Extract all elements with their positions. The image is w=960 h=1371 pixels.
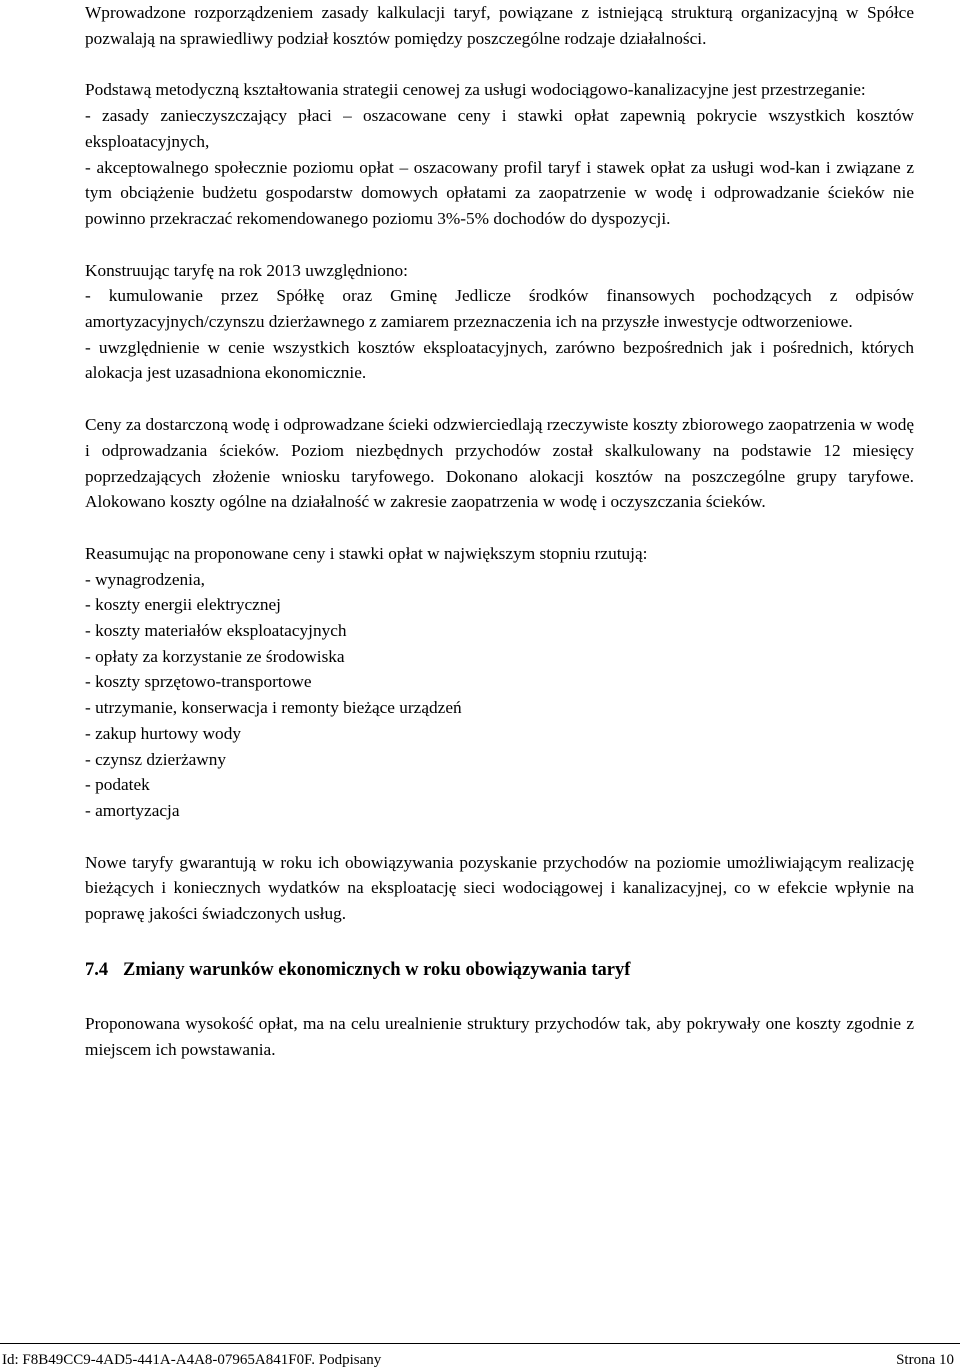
list-item: - koszty materiałów eksploatacyjnych (85, 621, 347, 641)
paragraph-proposal: Proponowana wysokość opłat, ma na celu urealnienie struktury przychodów tak, aby pokrywały one koszty zgodnie z miejscem ich powstawania. (85, 1013, 914, 1059)
list-item: - wynagrodzenia, (85, 569, 205, 589)
section-number: 7.4 (85, 959, 109, 980)
list-item: - utrzymanie, konserwacja i remonty bieżące urządzeń (85, 698, 462, 718)
paragraph-new-tariffs: Nowe taryfy gwarantują w roku ich obowiązywania pozyskanie przychodów na poziomie umożliwiającym realizację bieżących i koniecznych wydatków na eksploatację sieci wodociągowej i kanalizacyjnej, co w efekcie wpłynie na poprawę jakości świadczonych usług. (85, 852, 914, 924)
document-id: Id: F8B49CC9-4AD5-441A-A4A8-07965A841F0F. Podpisany (2, 1352, 382, 1368)
list-item: - opłaty za korzystanie ze środowiska (85, 646, 345, 666)
page-number: Strona 10 (896, 1352, 954, 1368)
tariff-item-accumulation: - kumulowanie przez Spółkę oraz Gminę Jedlicze środków finansowych pochodzących z odpisów amortyzacyjnych/czynszu dzierżawnego z zamiarem przeznaczenia ich na przyszłe inwestycje odtworzeniowe. (85, 286, 914, 332)
tariff-item-costs: - uwzględnienie w cenie wszystkich kosztów eksploatacyjnych, zarówno bezpośrednich jak i pośrednich, których alokacja jest uzasadniona ekonomicznie. (85, 337, 914, 383)
footer-divider (0, 1343, 960, 1344)
list-item: - koszty sprzętowo-transportowe (85, 672, 312, 692)
strategy-intro: Podstawą metodyczną kształtowania strategii cenowej za usługi wodociągowo-kanalizacyjne jest przestrzeganie: (85, 80, 866, 100)
strategy-item-polluter-pays: - zasady zanieczyszczający płaci – oszacowane ceny i stawki opłat zapewnią pokrycie wszystkich kosztów eksploatacyjnych, (85, 106, 914, 151)
list-item: - czynsz dzierżawny (85, 749, 227, 769)
section-title: Zmiany warunków ekonomicznych w roku obowiązywania taryf (123, 959, 631, 980)
paragraph-strategy (85, 77, 914, 231)
paragraph-intro: Wprowadzone rozporządzeniem zasady kalkulacji taryf, powiązane z istniejącą strukturą organizacyjną w Spółce pozwalają na sprawiedliwy podział kosztów pomiędzy poszczególne rodzaje działalności. (85, 3, 914, 48)
document-body (85, 0, 914, 1062)
list-item: - koszty energii elektrycznej (85, 595, 281, 615)
paragraph-prices: Ceny za dostarczoną wodę i odprowadzane ścieki odzwierciedlają rzeczywiste koszty zbiorowego zaopatrzenia w wodę i odprowadzania ścieków. Poziom niezbędnych przychodów został skalkulowany na podstawie 12 miesięcy poprzedzających złożenie wniosku taryfowego. Dokonano alokacji kosztów na poszczególne grupy taryfowe. Alokowano koszty ogólne na działalność w zakresie zaopatrzenia w wodę i oczyszczania ścieków. (85, 415, 914, 512)
strategy-item-acceptable-level: - akceptowalnego społecznie poziomu opłat – oszacowany profil taryf i stawek opłat za usługi wod-kan i związane z tym obciążenie budżetu gospodarstw domowych opłatami za zaopatrzenie w wodę i odprowadzanie ścieków nie powinno przekraczać rekomendowanego poziomu 3%-5% dochodów do dyspozycji. (85, 157, 914, 228)
paragraph-summary (85, 541, 914, 824)
list-item: - podatek (85, 775, 150, 795)
summary-intro: Reasumując na proponowane ceny i stawki opłat w największym stopniu rzutują: (85, 543, 648, 563)
list-item: - amortyzacja (85, 800, 180, 820)
tariff-intro: Konstruując taryfę na rok 2013 uwzględniono: (85, 260, 408, 280)
paragraph-tariff-2013 (85, 258, 914, 387)
list-item: - zakup hurtowy wody (85, 723, 241, 743)
section-heading (85, 957, 914, 983)
